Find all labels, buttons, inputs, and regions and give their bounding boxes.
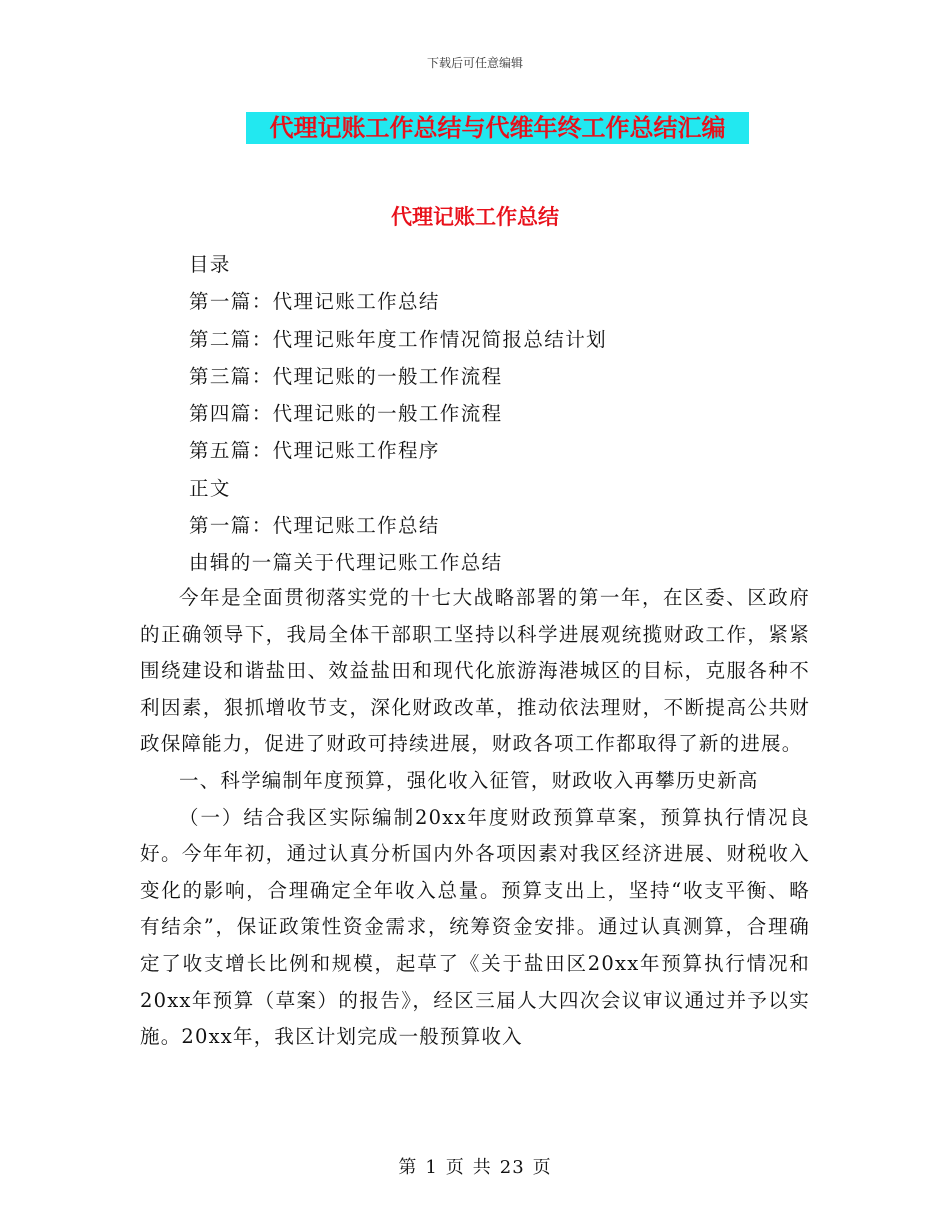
toc-item: 第三篇：代理记账的一般工作流程 xyxy=(189,364,503,388)
body-text xyxy=(140,580,810,1056)
current-page-number: 1 xyxy=(425,1157,438,1178)
chapter-title: 第一篇：代理记账工作总结 xyxy=(189,514,440,538)
toc-item: 第二篇：代理记账年度工作情况简报总结计划 xyxy=(189,327,608,351)
footer-total-label: 共 xyxy=(472,1157,492,1178)
footer-page-label: 页 xyxy=(445,1157,465,1178)
paragraph: 今年是全面贯彻落实党的十七大战略部署的第一年，在区委、区政府的正确领导下，我局全体干部职工坚持以科学进展观统揽财政工作，紧紧围绕建设和谐盐田、效益盐田和现代化旅游海港城区的目标，克服各种不利因素，狠抓增收节支，深化财政改革，推动依法理财，不断提高公共财政保障能力，促进了财政可持续进展，财政各项工作都取得了新的进展。 xyxy=(140,586,810,756)
footer-suffix: 页 xyxy=(532,1157,552,1178)
footer-prefix: 第 xyxy=(398,1157,418,1178)
document-title: 代理记账工作总结与代维年终工作总结汇编 xyxy=(246,112,749,144)
paragraph: （一）结合我区实际编制20xx年度财政预算草案，预算执行情况良好。今年年初，通过认真分析国内外各项因素对我区经济进展、财税收入变化的影响，合理确定全年收入总量。预算支出上，坚持“收支平衡、略有结余”，保证政策性资金需求，统筹资金安排。通过认真测算，合理确定了收支增长比例和规模，起草了《关于盐田区20xx年预算执行情况和20xx年预算（草案）的报告》，经区三届人大四次会议审议通过并予以实施。20xx年，我区计划完成一般预算收入 xyxy=(140,805,810,1049)
section-title: 代理记账工作总结 xyxy=(391,205,559,229)
toc-item: 第一篇：代理记账工作总结 xyxy=(189,290,440,314)
toc-item: 第四篇：代理记账的一般工作流程 xyxy=(189,402,503,426)
intro-line: 由辑的一篇关于代理记账工作总结 xyxy=(189,551,503,575)
toc-heading: 目录 xyxy=(189,253,231,276)
page-footer xyxy=(0,1153,950,1179)
toc-item: 第五篇：代理记账工作程序 xyxy=(189,439,440,463)
table-of-contents xyxy=(189,246,829,582)
section-heading: 一、科学编制年度预算，强化收入征管，财政收入再攀历史新高 xyxy=(179,768,759,792)
header-note: 下载后可任意编辑 xyxy=(426,56,523,70)
body-heading: 正文 xyxy=(189,476,231,500)
total-pages-number: 23 xyxy=(499,1157,525,1178)
